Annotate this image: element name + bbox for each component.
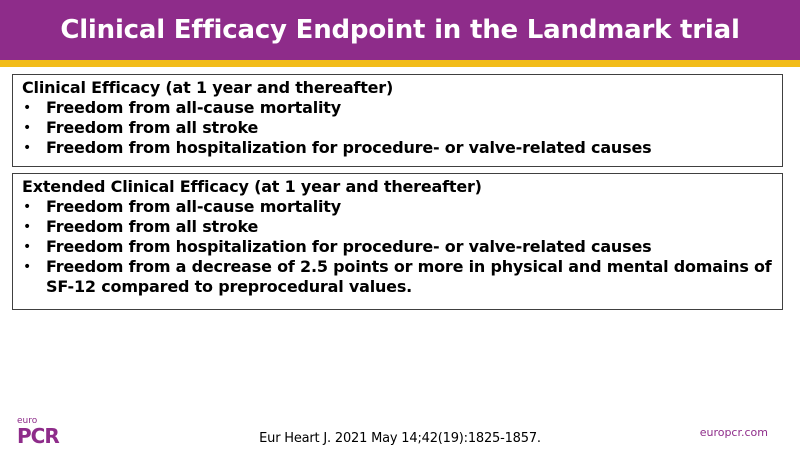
bullet-icon: • <box>23 100 32 116</box>
list-item: • Freedom from hospitalization for procedure- or valve-related causes <box>23 138 652 157</box>
bullet-icon: • <box>23 259 32 275</box>
bullet-icon: • <box>23 199 32 215</box>
list-item: • Freedom from all stroke <box>23 118 259 137</box>
list-item: • Freedom from a decrease of 2.5 points or more in physical and mental domains of SF-12 compared to preprocedural values. <box>23 257 772 296</box>
accent-divider <box>0 60 800 67</box>
bullet-icon: • <box>23 239 32 255</box>
website-link[interactable]: europcr.com <box>699 426 768 439</box>
slide-title: Clinical Efficacy Endpoint in the Landmark trial <box>60 15 740 45</box>
clinical-efficacy-box <box>12 74 783 167</box>
list-item: • Freedom from hospitalization for procedure- or valve-related causes <box>23 237 652 256</box>
bullet-icon: • <box>23 219 32 235</box>
list-item: • Freedom from all-cause mortality <box>23 197 341 216</box>
bullet-icon: • <box>23 120 32 136</box>
extended-efficacy-heading: Extended Clinical Efficacy (at 1 year and thereafter) <box>22 177 482 196</box>
clinical-efficacy-list <box>22 98 773 158</box>
clinical-efficacy-heading: Clinical Efficacy (at 1 year and thereafter) <box>22 78 394 97</box>
list-item: • Freedom from all stroke <box>23 217 259 236</box>
citation: Eur Heart J. 2021 May 14;42(19):1825-1857. <box>259 431 541 446</box>
title-bar <box>0 0 800 60</box>
logo-euro-text: euro <box>17 416 38 426</box>
list-item: • Freedom from all-cause mortality <box>23 98 341 117</box>
bullet-icon: • <box>23 140 32 156</box>
extended-efficacy-list <box>22 197 773 297</box>
logo-pcr-text: PCR <box>17 424 59 448</box>
extended-efficacy-box <box>12 173 783 310</box>
